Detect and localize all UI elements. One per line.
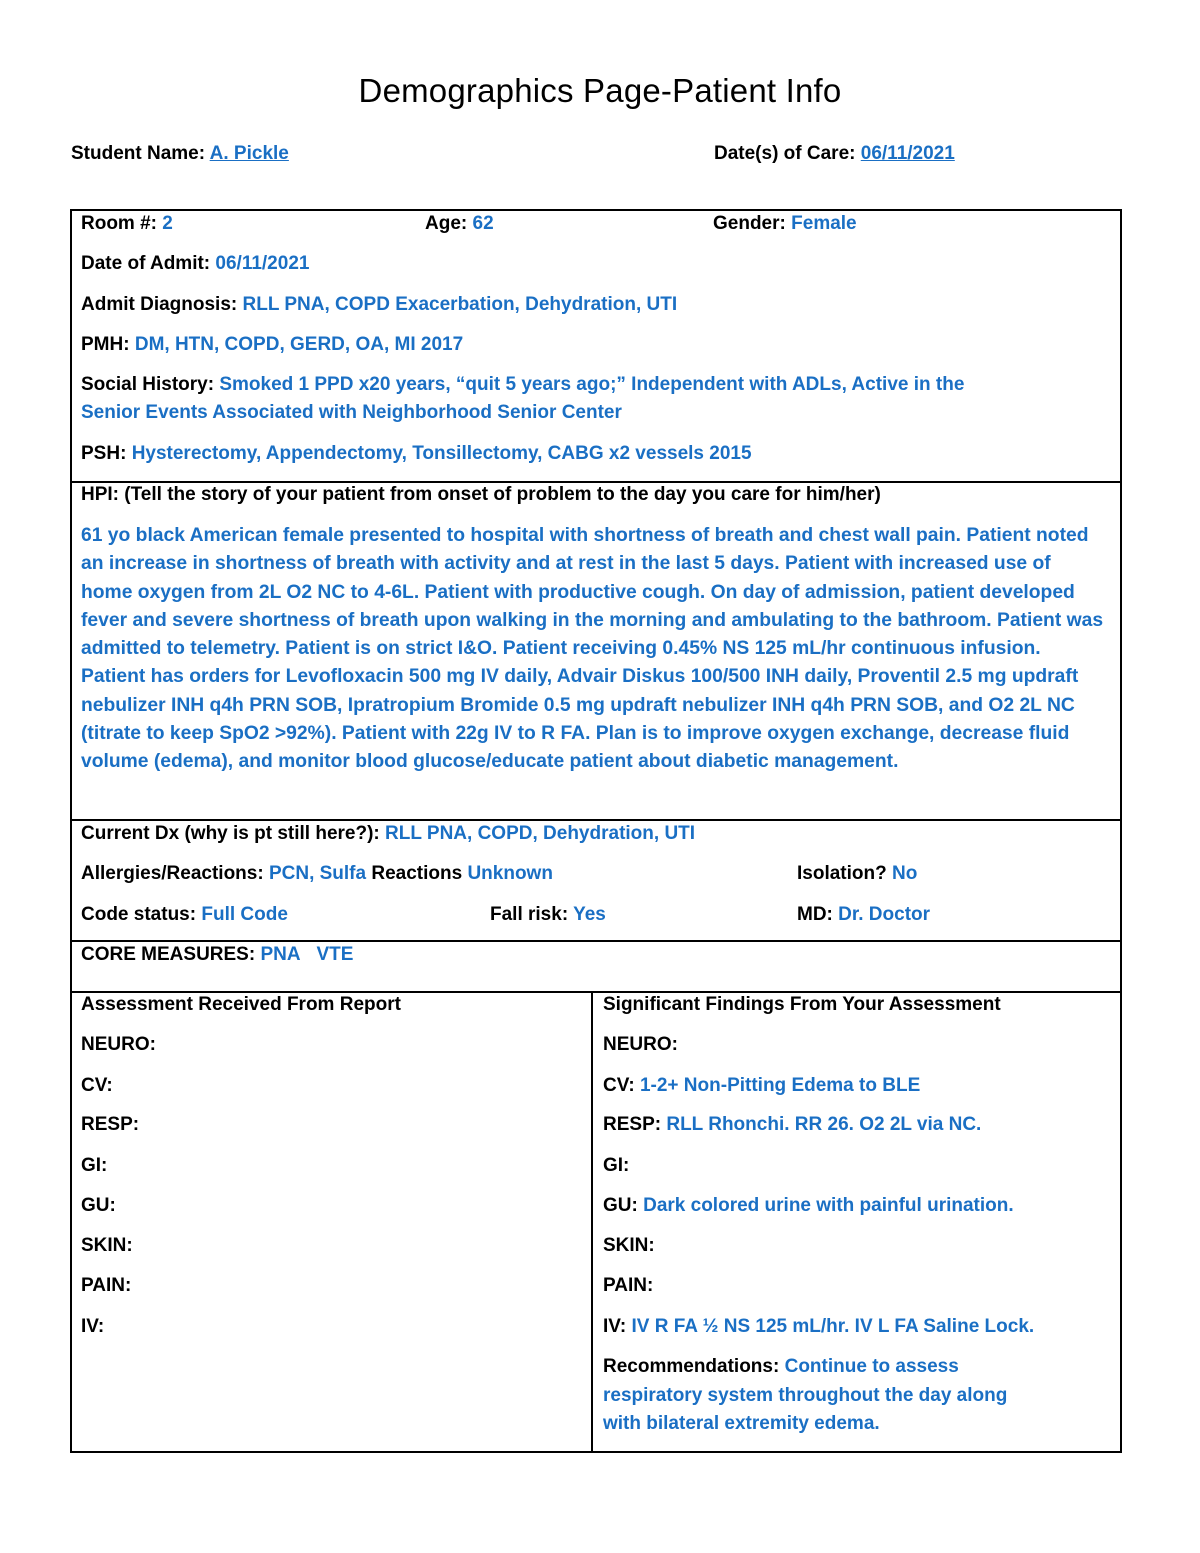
findings-resp-label: RESP: [603, 1114, 662, 1135]
allergies-field [81, 860, 553, 888]
admit-diagnosis-field [81, 291, 677, 319]
social-history-line1: Smoked 1 PPD x20 years, “quit 5 years ago;” Independent with ADLs, Active in the [219, 374, 965, 395]
findings-iv-field [603, 1313, 1034, 1341]
column-divider [591, 991, 593, 1453]
recommendations-field [603, 1353, 959, 1381]
report-neuro: NEURO: [81, 1034, 156, 1055]
findings-skin: SKIN: [603, 1235, 655, 1256]
gender-value: Female [791, 213, 857, 234]
recommendations-continued-1 [603, 1382, 1007, 1410]
findings-cv-label: CV: [603, 1075, 635, 1096]
pmh-field [81, 331, 463, 359]
student-name-label: Student Name: [71, 143, 206, 164]
findings-resp-value: RLL Rhonchi. RR 26. O2 2L via NC. [666, 1114, 982, 1135]
report-cv: CV: [81, 1075, 113, 1096]
core-measures-field [81, 941, 353, 969]
room-field [81, 210, 173, 238]
student-name-value: A. Pickle [209, 143, 289, 164]
admit-date-label: Date of Admit: [81, 253, 211, 274]
allergies-label: Allergies/Reactions: [81, 863, 264, 884]
hpi-text: 61 yo black American female presented to hospital with shortness of breath and chest wall pain. Patient noted an increase in shortness of breath with activity and at rest in the last 5 days. Patient with increased use of home oxygen from 2L O2 NC to 4-6L. Patient with productive cough. On day of admission, patient developed fever and severe shortness of breath upon walking in the morning and ambulating to the bathroom. Patient was admitted to telemetry. Patient is on strict I&O. Patient receiving 0.45% NS 125 mL/hr continuous infusion. Patient has orders for Levofloxacin 500 mg IV daily, Advair Diskus 100/500 INH daily, Proventil 2.5 mg updraft nebulizer INH q4h PRN SOB, Ipratropium Bromide 0.5 mg updraft nebulizer INH q4h PRN SOB, and O2 2L NC (titrate to keep SpO2 >92%). Patient with 22g IV to R FA. Plan is to improve oxygen exchange, decrease fluid volume (edema), and monitor blood glucose/educate patient about diabetic management. [81, 525, 1104, 773]
current-dx-label: Current Dx (why is pt still here?): [81, 823, 380, 844]
social-history-field [81, 371, 964, 399]
report-gi: GI: [81, 1155, 108, 1176]
report-gu: GU: [81, 1195, 116, 1216]
findings-neuro: NEURO: [603, 1034, 678, 1055]
current-dx-value: RLL PNA, COPD, Dehydration, UTI [385, 823, 696, 844]
md-label: MD: [797, 904, 833, 925]
md-field [797, 901, 930, 929]
core-measure-vte: VTE [316, 944, 354, 965]
recommendations-label: Recommendations: [603, 1356, 780, 1377]
student-name-line [71, 143, 289, 165]
findings-cv-value: 1-2+ Non-Pitting Edema to BLE [639, 1075, 921, 1096]
report-resp: RESP: [81, 1114, 140, 1135]
social-history-continued [81, 399, 622, 427]
current-dx-field [81, 820, 695, 848]
room-value: 2 [162, 213, 173, 234]
findings-iv-value: IV R FA ½ NS 125 mL/hr. IV L FA Saline Lock. [631, 1316, 1035, 1337]
isolation-label: Isolation? [797, 863, 887, 884]
age-field [425, 210, 494, 238]
admit-date-field [81, 250, 309, 278]
md-value: Dr. Doctor [838, 904, 931, 925]
page-title: Demographics Page-Patient Info [358, 72, 842, 109]
report-heading: Assessment Received From Report [81, 994, 401, 1015]
findings-gu-value: Dark colored urine with painful urination. [643, 1195, 1014, 1216]
age-value: 62 [472, 213, 494, 234]
gender-label: Gender: [713, 213, 786, 234]
findings-gu-field [603, 1192, 1014, 1220]
code-status-field [81, 901, 288, 929]
recommendations-line2: respiratory system throughout the day along [603, 1385, 1008, 1406]
findings-iv-label: IV: [603, 1316, 627, 1337]
pmh-label: PMH: [81, 334, 130, 355]
social-history-line2: Senior Events Associated with Neighborhood Senior Center [81, 402, 622, 423]
findings-pain: PAIN: [603, 1275, 654, 1296]
dates-of-care-label: Date(s) of Care: [714, 143, 856, 164]
psh-field [81, 440, 752, 468]
recommendations-line3: with bilateral extremity edema. [603, 1413, 880, 1434]
code-status-value: Full Code [201, 904, 288, 925]
admit-diagnosis-label: Admit Diagnosis: [81, 294, 238, 315]
report-iv: IV: [81, 1316, 105, 1337]
recommendations-line1: Continue to assess [784, 1356, 959, 1377]
report-skin: SKIN: [81, 1235, 133, 1256]
report-pain: PAIN: [81, 1275, 132, 1296]
reactions-label: Reactions [371, 863, 463, 884]
psh-label: PSH: [81, 443, 127, 464]
findings-heading: Significant Findings From Your Assessment [603, 994, 1001, 1015]
admit-diagnosis-value: RLL PNA, COPD Exacerbation, Dehydration, UTI [242, 294, 678, 315]
social-history-label: Social History: [81, 374, 215, 395]
allergies-value: PCN, Sulfa [268, 863, 367, 884]
core-measures-label: CORE MEASURES: [81, 944, 256, 965]
fall-risk-value: Yes [573, 904, 606, 925]
reactions-value: Unknown [467, 863, 553, 884]
recommendations-continued-2 [603, 1410, 880, 1438]
core-measure-pna: PNA [260, 944, 301, 965]
admit-date-value: 06/11/2021 [215, 253, 310, 274]
hpi-label: HPI: (Tell the story of your patient from onset of problem to the day you care for him/her) [81, 484, 881, 505]
findings-gu-label: GU: [603, 1195, 638, 1216]
dates-of-care-value: 06/11/2021 [860, 143, 955, 164]
code-status-label: Code status: [81, 904, 197, 925]
room-label: Room #: [81, 213, 157, 234]
fall-risk-label: Fall risk: [490, 904, 569, 925]
findings-gi: GI: [603, 1155, 630, 1176]
dates-of-care-line [714, 143, 955, 165]
age-label: Age: [425, 213, 468, 234]
fall-risk-field [490, 901, 606, 929]
isolation-value: No [892, 863, 918, 884]
psh-value: Hysterectomy, Appendectomy, Tonsillectomy, CABG x2 vessels 2015 [131, 443, 752, 464]
pmh-value: DM, HTN, COPD, GERD, OA, MI 2017 [134, 334, 464, 355]
isolation-field [797, 860, 917, 888]
findings-resp-field [603, 1111, 981, 1139]
findings-cv-field [603, 1072, 920, 1100]
gender-field [713, 210, 857, 238]
